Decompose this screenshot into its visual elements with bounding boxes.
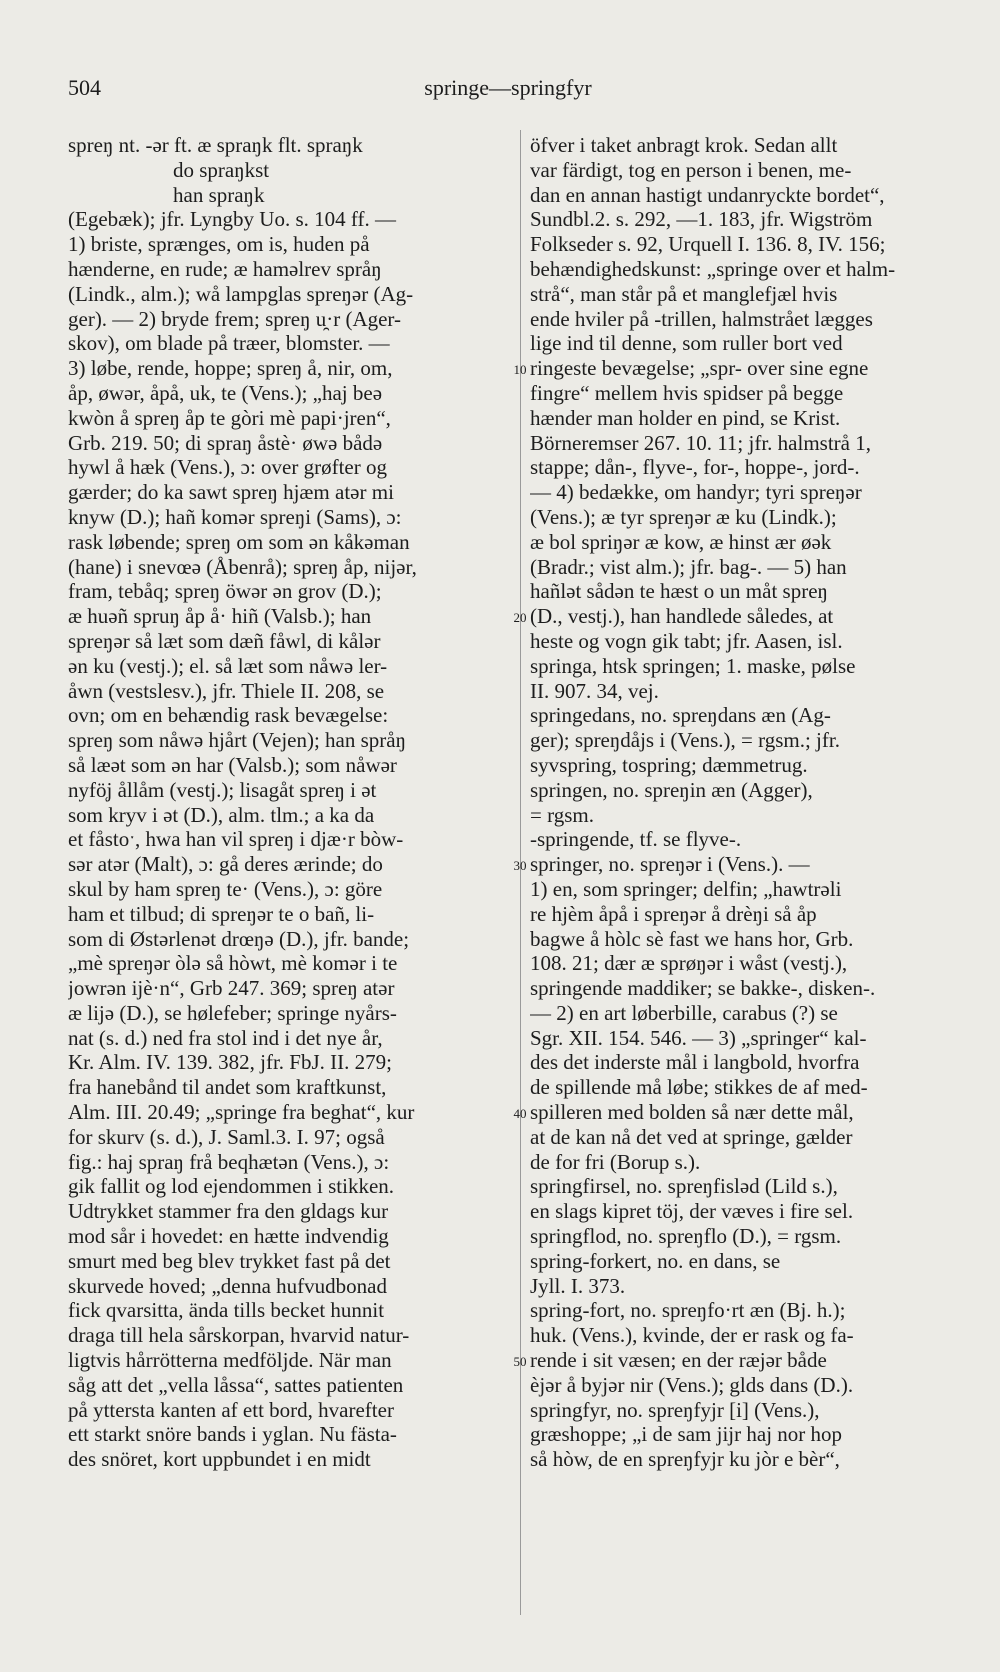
text-line: springende maddiker; se bakke-, disken-. bbox=[530, 976, 876, 1001]
text-line: sər atər (Malt), ɔ: gå deres ærinde; do bbox=[68, 852, 383, 877]
text-line: syvspring, tospring; dæmmetrug. bbox=[530, 752, 808, 777]
text-line: lige ind til denne, som ruller bort ved bbox=[530, 331, 843, 356]
text-line: 1) briste, sprænges, om is, huden på bbox=[68, 232, 370, 257]
text-line: ham et tilbud; di spreŋər te o bañ, li- bbox=[68, 901, 375, 926]
text-line: spilleren med bolden så nær dette mål, bbox=[530, 1100, 854, 1125]
page-number: 504 bbox=[68, 75, 101, 100]
text-line: spreŋ som nåwə hjårt (Vejen); han språŋ bbox=[68, 728, 406, 753]
left-column bbox=[68, 133, 508, 1472]
text-line: æ lijə (D.), se hølefeber; springe nyårs- bbox=[68, 1000, 397, 1025]
text-line: ger); spreŋdåjs i (Vens.), = rgsm.; jfr. bbox=[530, 728, 840, 753]
text-line: èjər å byjər nir (Vens.); glds dans (D.). bbox=[530, 1372, 854, 1397]
text-line: bagwe å hòlc sè fast we hans hor, Grb. bbox=[530, 926, 854, 951]
text-line: nyfö̜j ållåm (vestj.); lisagåt spreŋ i ət bbox=[68, 777, 377, 802]
text-line: springer, no. spreŋər i (Vens.). — bbox=[530, 852, 810, 877]
text-line: re hjèm åpå i spreŋər å drèŋi så åp bbox=[530, 901, 817, 926]
text-line: (D., vestj.), han handlede således, at bbox=[530, 604, 834, 629]
text-line: rende i sit væsen; en der ræjər både bbox=[530, 1348, 827, 1373]
text-line: så læət som ən har (Valsb.); som nåwər bbox=[68, 752, 397, 777]
running-title: springe—springfyr bbox=[424, 75, 592, 100]
right-column bbox=[530, 133, 958, 1472]
text-line: fra hanebånd til andet som kraftkunst, bbox=[68, 1075, 387, 1100]
line-number: 40 bbox=[513, 1106, 527, 1122]
text-line: Grb. 219. 50; di spraŋ åstè· øwə bådə bbox=[68, 430, 383, 455]
line-number: 50 bbox=[513, 1354, 527, 1370]
text-line: (Egebæk); jfr. Lyngby Uo. s. 104 ff. — bbox=[68, 207, 397, 232]
text-line: skurvede hoved; „denna hufvudbonad bbox=[68, 1273, 387, 1298]
text-line: fingre“ mellem hvis spidser på begge bbox=[530, 380, 844, 405]
text-line: ovn; om en behændig rask bevægelse: bbox=[68, 703, 389, 728]
text-line: en slags kipret töj, der væves i fire sel. bbox=[530, 1199, 854, 1224]
text-line: på yttersta kanten af ett bord, hvarefter bbox=[68, 1397, 394, 1422]
text-line: ən ku (vestj.); el. så læt som nåwə ler- bbox=[68, 653, 388, 678]
text-line: fig.: haj spraŋ frå beqhætən (Vens.), ɔ: bbox=[68, 1149, 390, 1174]
text-line: (hane) i snevœə (Åbenrå); spreŋ åp, nijər, bbox=[68, 554, 417, 579]
text-line: behændighedskunst: „springe over et halm- bbox=[530, 256, 896, 281]
text-line: ringeste bevægelse; „spr- over sine egne bbox=[530, 356, 869, 381]
text-line: han spraŋk bbox=[173, 182, 265, 207]
text-line: = rgsm. bbox=[530, 802, 594, 827]
text-line: spring-forkert, no. en dans, se bbox=[530, 1248, 781, 1273]
text-line: gærder; do ka sawt spreŋ hjæm atər mi bbox=[68, 480, 394, 505]
text-line: de spillende må løbe; stikkes de af med- bbox=[530, 1075, 868, 1100]
text-line: II. 907. 34, vej. bbox=[530, 678, 659, 703]
text-line: for skurv (s. d.), J. Saml.3. I. 97; også bbox=[68, 1124, 385, 1149]
text-line: hænderne, en rude; æ haməlrev språŋ bbox=[68, 256, 382, 281]
text-line: dan en annan hastigt undanryckte bordet“, bbox=[530, 182, 885, 207]
text-line: åp, øwər, åpå, uk, te (Vens.); „haj beə bbox=[68, 380, 383, 405]
text-line: som kryv i ət (D.), alm. tlm.; a ka da bbox=[68, 802, 375, 827]
text-line: et fåstoˑ, hwa han vil spreŋ i djæ·r bòw- bbox=[68, 827, 404, 852]
text-line: des det inderste mål i langbold, hvorfra bbox=[530, 1050, 860, 1075]
text-line: -springende, tf. se flyve-. bbox=[530, 827, 742, 852]
text-line: Sgr. XII. 154. 546. — 3) „springer“ kal- bbox=[530, 1025, 867, 1050]
text-line: hywl å hæk (Vens.), ɔ: over grøfter og bbox=[68, 455, 387, 480]
text-line: springflod, no. spreŋflo (D.), = rgsm. bbox=[530, 1224, 842, 1249]
text-line: de for fri (Borup s.). bbox=[530, 1149, 701, 1174]
text-line: gik fallit og lod ejendommen i stikken. bbox=[68, 1174, 395, 1199]
text-line: Folkseder s. 92, Urquell I. 136. 8, IV. 156; bbox=[530, 232, 886, 257]
line-number: 20 bbox=[513, 610, 527, 626]
text-line: græshoppe; „i de sam jijr haj nor hop bbox=[530, 1422, 843, 1447]
text-line: Kr. Alm. IV. 139. 382, jfr. FbJ. II. 279; bbox=[68, 1050, 392, 1075]
text-line: ett starkt snöre bands i yglan. Nu fästa- bbox=[68, 1422, 397, 1447]
text-line: nat (s. d.) ned fra stol ind i det nye år, bbox=[68, 1025, 383, 1050]
text-line: knyw (D.); hañ komər spreŋi (Sams), ɔ: bbox=[68, 504, 402, 529]
text-line: Alm. III. 20.49; „springe fra beghat“, kur bbox=[68, 1100, 415, 1125]
text-line: ligtvis hårrötterna medföljde. När man bbox=[68, 1348, 392, 1373]
text-line: åwn (vestslesv.), jfr. Thiele II. 208, se bbox=[68, 678, 385, 703]
text-line: 3) løbe, rende, hoppe; spreŋ å, nir, om, bbox=[68, 356, 393, 381]
text-line: at de kan nå det ved at springe, gælder bbox=[530, 1124, 853, 1149]
text-line: æ huəñ spruŋ åp å· hiñ (Valsb.); han bbox=[68, 604, 372, 629]
text-line: så hòw, de en spreŋfyjr ku jòr e bèr“, bbox=[530, 1447, 840, 1472]
text-line: „mè spreŋər òlə så hòwt, mè komər i te bbox=[68, 951, 398, 976]
text-line: Jyll. I. 373. bbox=[530, 1273, 626, 1298]
text-line: skul by ham spreŋ te· (Vens.), ɔ: göre bbox=[68, 876, 383, 901]
text-line: heste og vogn gik tabt; jfr. Aasen, isl. bbox=[530, 628, 843, 653]
text-line: mod sår i hovedet: en hætte indvendig bbox=[68, 1224, 389, 1249]
text-line: draga till hela sårskorpan, hvarvid natur- bbox=[68, 1323, 410, 1348]
text-line: huk. (Vens.), kvinde, der er rask og fa- bbox=[530, 1323, 854, 1348]
text-line: såg att det „vella låssa“, sattes patienten bbox=[68, 1372, 404, 1397]
page-header bbox=[68, 75, 948, 105]
text-line: öfver i taket anbragt krok. Sedan allt bbox=[530, 133, 838, 157]
text-line: spreŋ nt. -ər ft. æ spraŋk flt. spraŋk bbox=[68, 133, 363, 157]
line-number: 10 bbox=[513, 362, 527, 378]
line-number: 30 bbox=[513, 858, 527, 874]
text-line: Udtrykket stammer fra den gldags kur bbox=[68, 1199, 389, 1224]
text-line: strå“, man står på et manglefjæl hvis bbox=[530, 281, 838, 306]
text-line: do spraŋkst bbox=[173, 157, 270, 182]
text-line: fick qvarsitta, ända tills becket hunnit bbox=[68, 1298, 385, 1323]
text-line: (Bradr.; vist alm.); jfr. bag-. — 5) han bbox=[530, 554, 847, 579]
text-line: (Lindk., alm.); wå lampglas spreŋər (Ag- bbox=[68, 281, 414, 306]
text-line: var färdigt, tog en person i benen, me- bbox=[530, 157, 852, 182]
text-line: spring-fort, no. spreŋfo·rt æn (Bj. h.); bbox=[530, 1298, 846, 1323]
text-line: kwòn å spreŋ åp te gòri mè papi·jren“, bbox=[68, 405, 391, 430]
text-line: stappe; dån-, flyve-, for-, hoppe-, jord-. bbox=[530, 455, 860, 480]
text-line: 1) en, som springer; delfin; „hawtrəli bbox=[530, 876, 842, 901]
text-line: hañlət sådən te hæst o un måt spreŋ bbox=[530, 579, 828, 604]
text-line: 108. 21; dær æ sprøŋər i wåst (vestj.), bbox=[530, 951, 848, 976]
text-line: Börneremser 267. 10. 11; jfr. halmstrå 1, bbox=[530, 430, 871, 455]
text-line: ende hviler på -trillen, halmstrået lægges bbox=[530, 306, 873, 331]
text-line: (Vens.); æ tyr spreŋər æ ku (Lindk.); bbox=[530, 504, 837, 529]
text-line: smurt med beg blev trykket fast på det bbox=[68, 1248, 391, 1273]
text-line: æ bol spriŋər æ kow, æ hinst ær øək bbox=[530, 529, 832, 554]
text-line: springedans, no. spreŋdans æn (Ag- bbox=[530, 703, 831, 728]
text-line: Sundbl.2. s. 292, —1. 183, jfr. Wigström bbox=[530, 207, 873, 232]
text-line: som di Østərlenət drœŋə (D.), jfr. bande; bbox=[68, 926, 410, 951]
text-line: springa, htsk springen; 1. maske, pølse bbox=[530, 653, 856, 678]
text-line: fram, tebåq; spreŋ öwər ən grov (D.); bbox=[68, 579, 382, 604]
text-line: springfyr, no. spreŋfyjr [i] (Vens.), bbox=[530, 1397, 820, 1422]
text-line: — 4) bedække, om handyr; tyri spreŋər bbox=[530, 480, 862, 505]
text-line: des snöret, kort uppbundet i en midt bbox=[68, 1447, 371, 1472]
text-line: ger). — 2) bryde frem; spreŋ u̯·r (Ager- bbox=[68, 306, 401, 331]
text-line: spreŋər så læt som dæñ fåwl, di kålər bbox=[68, 628, 381, 653]
text-line: springen, no. spreŋin æn (Agger), bbox=[530, 777, 813, 802]
text-line: hænder man holder en pind, se Krist. bbox=[530, 405, 841, 430]
text-line: jowrən ijè·n“, Grb 247. 369; spreŋ atər bbox=[68, 976, 395, 1001]
text-line: — 2) en art løberbille, carabus (?) se bbox=[530, 1000, 838, 1025]
text-line: skov), om blade på træer, blomster. — bbox=[68, 331, 390, 356]
text-line: rask løbende; spreŋ om som ən kåkəman bbox=[68, 529, 410, 554]
text-line: springfirsel, no. spreŋfisləd (Lild s.), bbox=[530, 1174, 838, 1199]
